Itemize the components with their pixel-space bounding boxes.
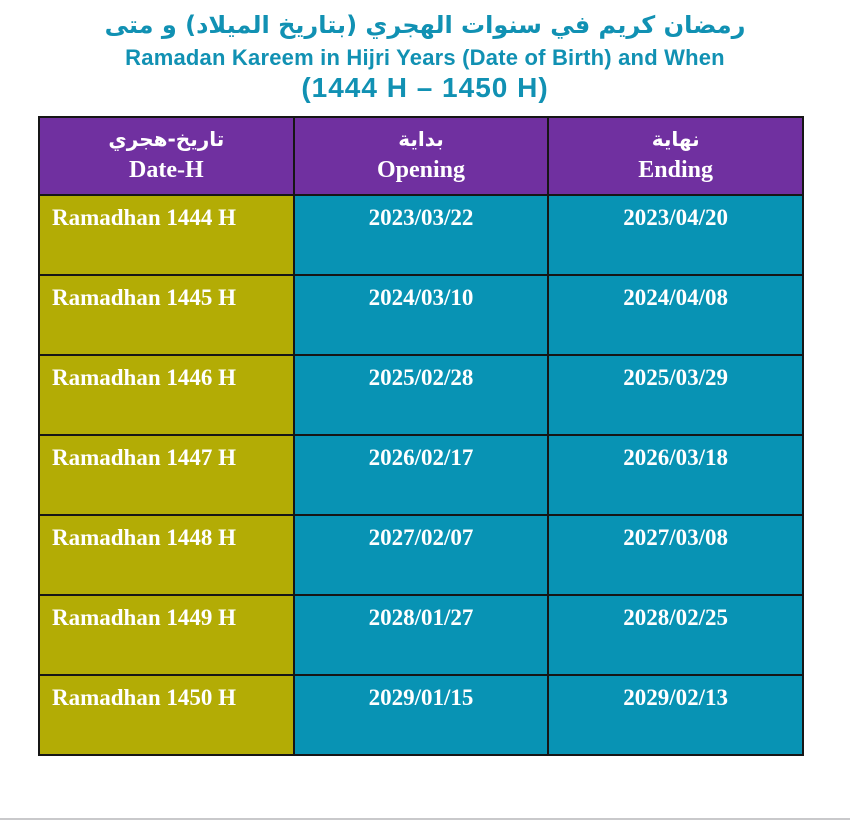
header-ending [548,117,803,195]
header-opening [294,117,549,195]
table-header-row [39,117,803,195]
header-date-h [39,117,294,195]
header-ending-english: Ending [638,157,714,183]
hijri-cell: Ramadhan 1450 H [39,675,294,755]
table-body [39,195,803,755]
table-row [39,515,803,595]
title-arabic: رمضان كريم في سنوات الهجري (بتاريخ الميلاد) و متى [104,11,746,39]
table-row [39,275,803,355]
ending-cell: 2023/04/20 [548,195,803,275]
title-year-range: (1444 H – 1450 H) [301,72,549,103]
title-block [0,0,850,105]
hijri-cell: Ramadhan 1447 H [39,435,294,515]
ramadan-dates-table [38,116,804,756]
header-opening-arabic: بداية [398,127,444,151]
opening-cell: 2026/02/17 [294,435,549,515]
ending-cell: 2029/02/13 [548,675,803,755]
hijri-cell: Ramadhan 1449 H [39,595,294,675]
title-english: Ramadan Kareem in Hijri Years (Date of Birth) and When [125,45,725,70]
hijri-cell: Ramadhan 1448 H [39,515,294,595]
opening-cell: 2029/01/15 [294,675,549,755]
table-row [39,355,803,435]
opening-cell: 2027/02/07 [294,515,549,595]
header-ending-arabic: نهاية [651,127,700,151]
ending-cell: 2028/02/25 [548,595,803,675]
hijri-cell: Ramadhan 1444 H [39,195,294,275]
ending-cell: 2024/04/08 [548,275,803,355]
opening-cell: 2023/03/22 [294,195,549,275]
opening-cell: 2028/01/27 [294,595,549,675]
header-date-h-arabic: تاريخ-هجري [108,127,225,151]
opening-cell: 2025/02/28 [294,355,549,435]
table-row [39,435,803,515]
table-row [39,595,803,675]
table-row [39,675,803,755]
header-date-h-english: Date-H [129,157,204,183]
table-row [39,195,803,275]
header-opening-english: Opening [376,157,465,183]
bottom-divider [0,818,850,820]
ending-cell: 2027/03/08 [548,515,803,595]
ending-cell: 2025/03/29 [548,355,803,435]
hijri-cell: Ramadhan 1446 H [39,355,294,435]
hijri-cell: Ramadhan 1445 H [39,275,294,355]
ending-cell: 2026/03/18 [548,435,803,515]
opening-cell: 2024/03/10 [294,275,549,355]
